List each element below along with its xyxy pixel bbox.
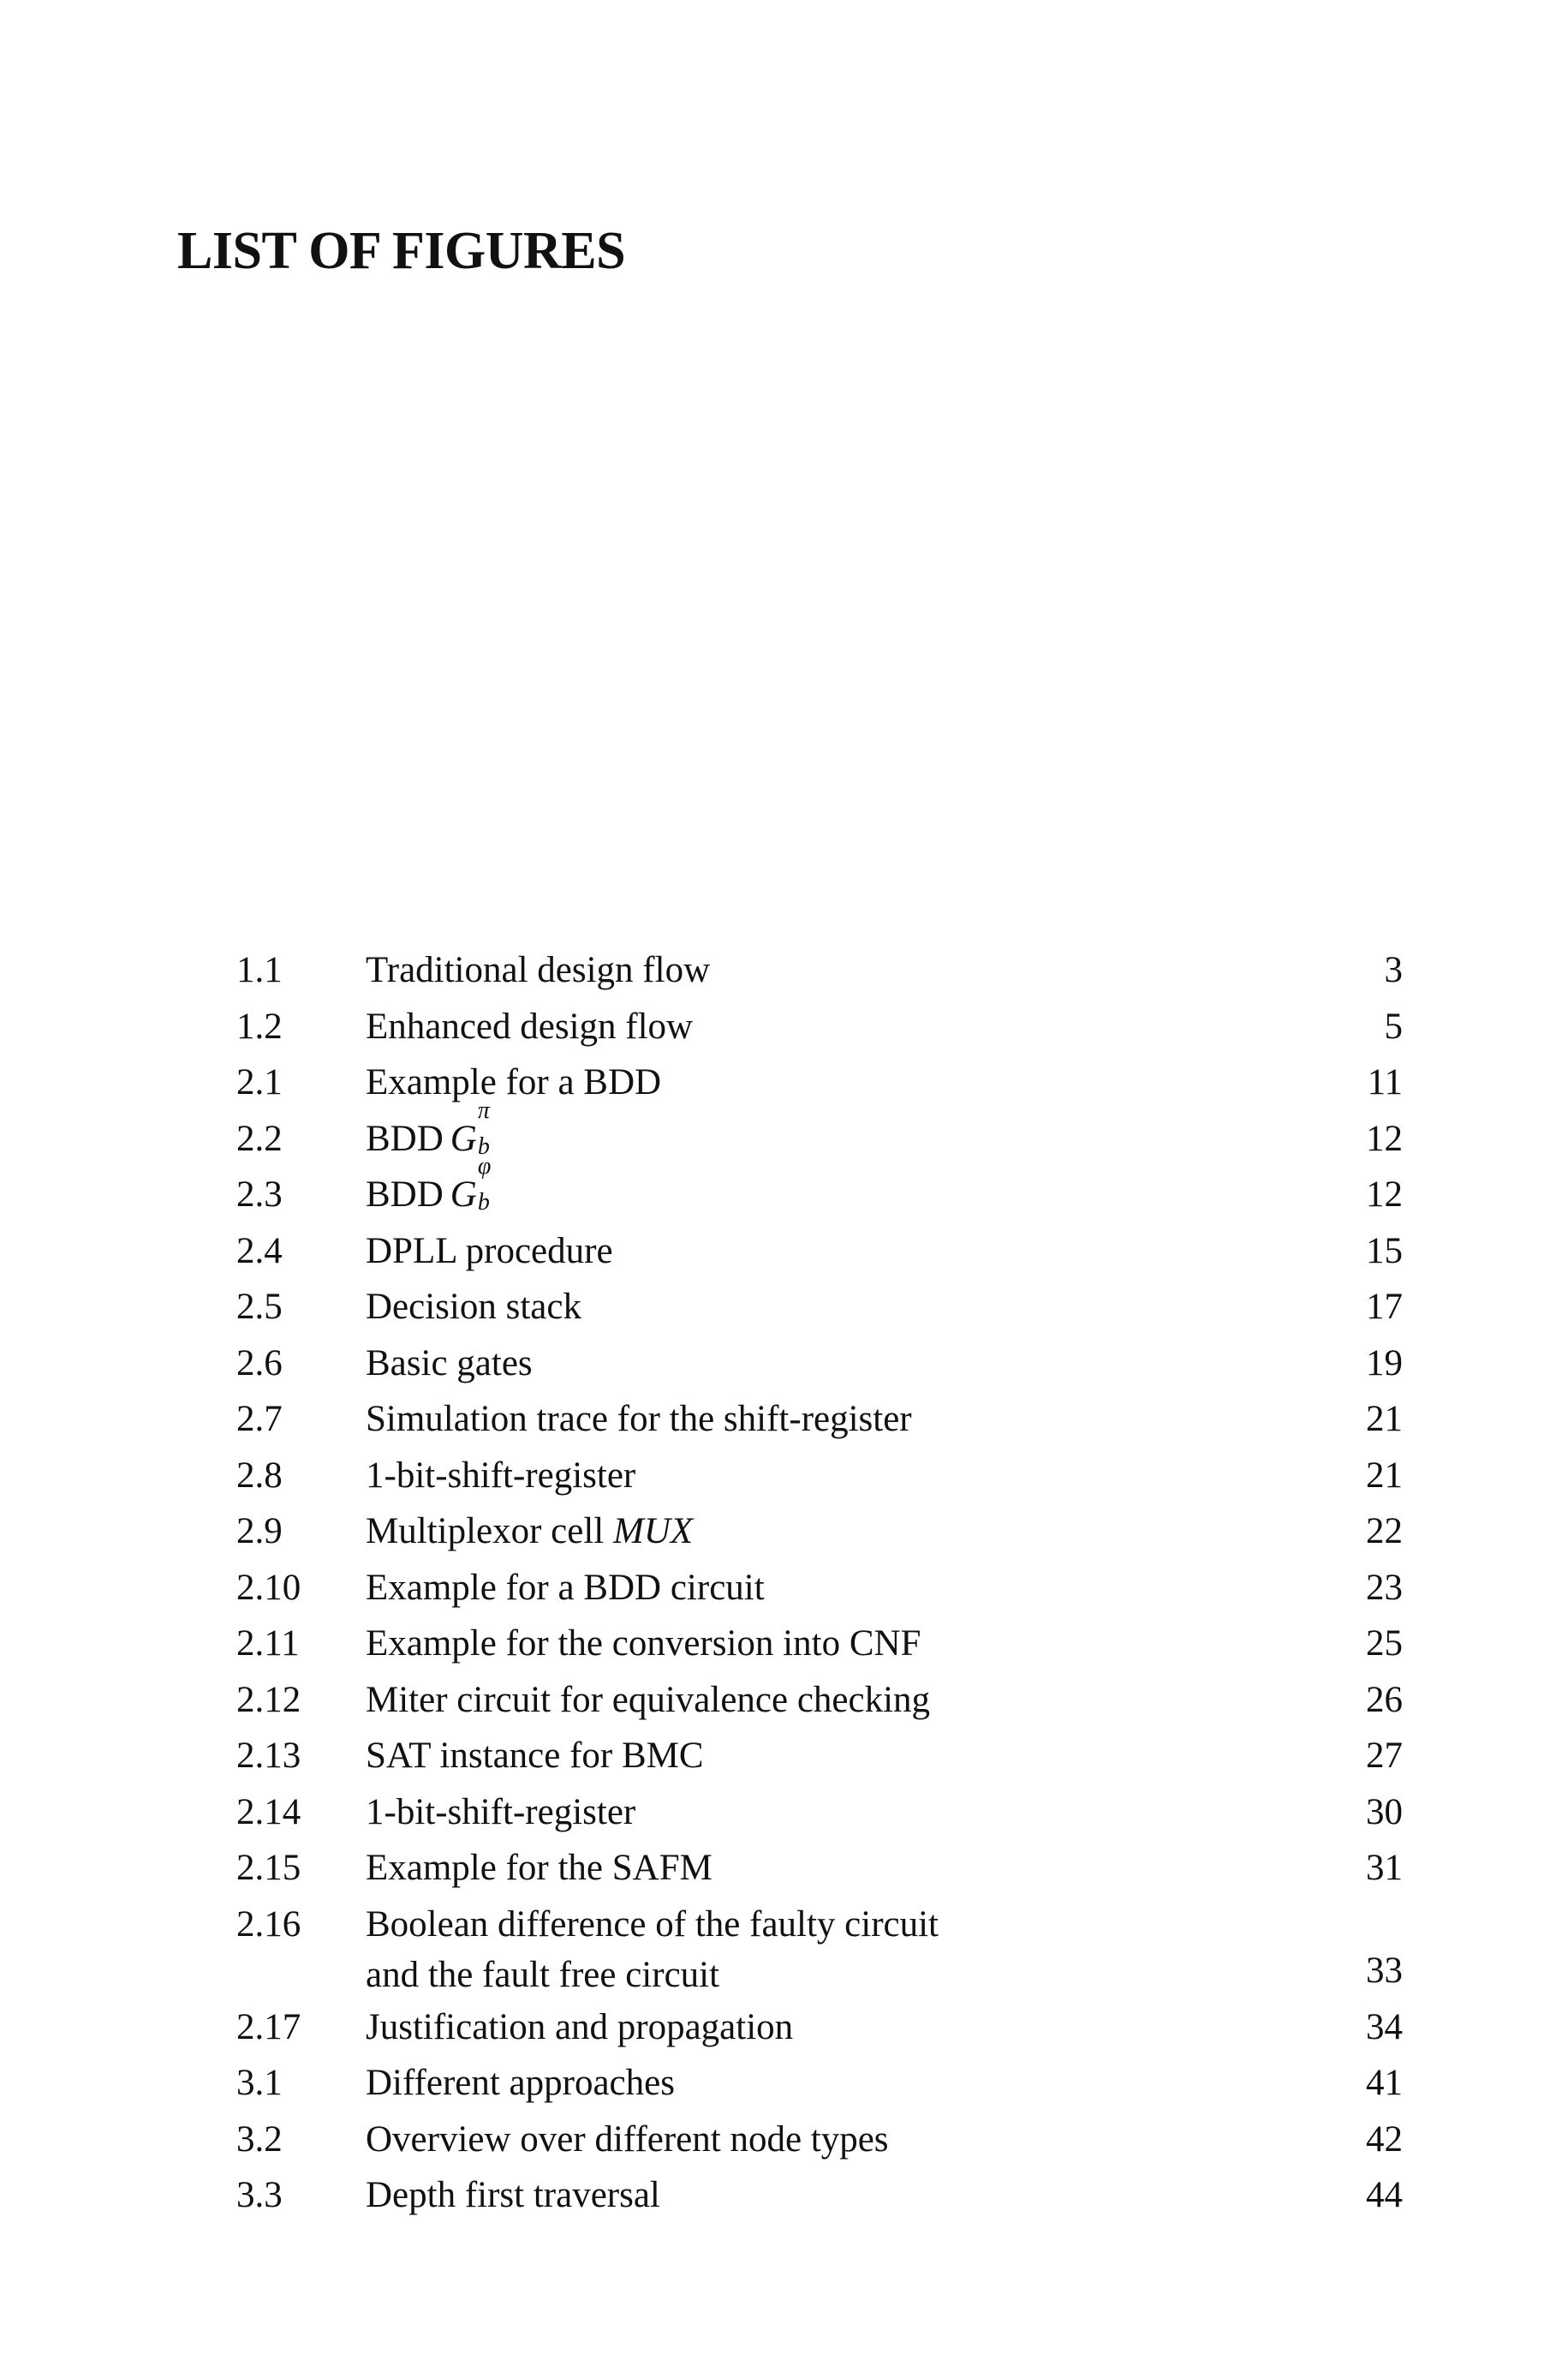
figure-title: Different approaches (366, 2063, 675, 2103)
figure-title: Example for a BDD circuit (366, 1567, 765, 1608)
figure-number: 2.17 (236, 2006, 301, 2047)
page-number: 21 (1366, 1399, 1403, 1439)
figure-title: Enhanced design flow (366, 1006, 694, 1047)
figure-number: 2.3 (236, 1174, 283, 1215)
figure-title: SAT instance for BMC (366, 1736, 704, 1776)
figure-number: 2.10 (236, 1567, 301, 1608)
page-number: 11 (1367, 1062, 1403, 1102)
list-item (0, 1999, 1568, 2056)
figure-number: 3.2 (236, 2118, 283, 2160)
list-item (0, 1391, 1568, 1448)
figure-title-line-1: Boolean difference of the faulty circuit (366, 1903, 939, 1945)
page-number: 22 (1366, 1511, 1403, 1551)
figure-title: Basic gates (366, 1342, 533, 1383)
page-number: 26 (1366, 1679, 1403, 1720)
math-superscript: φ (477, 1153, 492, 1180)
page-number: 19 (1366, 1342, 1403, 1383)
page-number: 23 (1366, 1567, 1403, 1608)
figure-number: 2.14 (236, 1791, 301, 1832)
figure-number: 2.12 (236, 1679, 301, 1720)
figure-title: Example for a BDD (366, 1062, 662, 1102)
figure-title: Justification and propagation (366, 2006, 794, 2047)
math-subscript: b (477, 1132, 490, 1160)
list-item (0, 1279, 1568, 1335)
figure-number: 2.13 (236, 1736, 301, 1776)
list-item (0, 2112, 1568, 2168)
list-item (0, 1153, 1568, 1223)
figure-number: 2.15 (236, 1848, 301, 1888)
page-number: 25 (1366, 1623, 1403, 1664)
figure-number: 2.4 (236, 1230, 283, 1271)
list-item (0, 1560, 1568, 1616)
page-number: 31 (1366, 1848, 1403, 1888)
list-item (0, 942, 1568, 999)
page-number: 21 (1366, 1455, 1403, 1496)
list-item (0, 1503, 1568, 1560)
figure-title-italic: MUX (613, 1511, 694, 1551)
list-item (0, 1897, 1568, 1999)
math-base: G (450, 1118, 477, 1159)
list-item (0, 1335, 1568, 1392)
math-base: G (450, 1174, 477, 1215)
list-item (0, 1616, 1568, 1672)
figure-number: 2.7 (236, 1399, 283, 1439)
figure-title: Miter circuit for equivalence checking (366, 1679, 931, 1720)
figure-title-prefix: BDD (366, 1174, 444, 1215)
figure-title (366, 1897, 939, 1999)
list-item (0, 1055, 1568, 1111)
figure-number: 2.16 (236, 1903, 301, 1945)
figure-number: 2.11 (236, 1623, 300, 1664)
figure-number: 2.6 (236, 1342, 283, 1383)
page-number: 41 (1366, 2063, 1403, 2103)
figure-title-line-2: and the fault free circuit (366, 1955, 720, 1995)
list-item (0, 1840, 1568, 1897)
page-number: 44 (1366, 2175, 1403, 2215)
list-item (0, 1096, 1568, 1168)
figure-title: Depth first traversal (366, 2175, 660, 2215)
figure-number: 2.5 (236, 1287, 283, 1327)
figure-title: 1-bit-shift-register (366, 1791, 636, 1832)
figure-title: Example for the conversion into CNF (366, 1623, 921, 1664)
list-item (0, 1728, 1568, 1784)
page-number: 15 (1366, 1230, 1403, 1271)
figure-list (0, 942, 1568, 2224)
page-number: 34 (1366, 2006, 1403, 2047)
figure-title-prefix: Multiplexor cell (366, 1511, 605, 1551)
list-item (0, 1672, 1568, 1729)
figure-title: DPLL procedure (366, 1230, 613, 1271)
figure-number: 3.3 (236, 2175, 283, 2215)
figure-title: Example for the SAFM (366, 1848, 712, 1888)
list-item (0, 2167, 1568, 2224)
figure-title: Overview over different node types (366, 2118, 889, 2160)
page-number: 17 (1366, 1287, 1403, 1327)
page-number: 30 (1366, 1791, 1403, 1832)
figure-title (366, 1096, 490, 1168)
figure-number: 2.2 (236, 1118, 283, 1159)
page-number: 42 (1366, 2118, 1403, 2160)
page-number: 12 (1366, 1118, 1403, 1159)
list-item (0, 1223, 1568, 1280)
figure-number: 2.9 (236, 1511, 283, 1551)
figure-title (366, 1153, 492, 1223)
figure-number: 3.1 (236, 2063, 283, 2103)
figure-title: Traditional design flow (366, 950, 711, 990)
page-number: 27 (1366, 1736, 1403, 1776)
figure-title: Simulation trace for the shift-register (366, 1399, 912, 1439)
math-superscript: π (477, 1096, 490, 1124)
figure-title: Decision stack (366, 1287, 581, 1327)
math-symbol (450, 1096, 490, 1168)
list-item (0, 2055, 1568, 2112)
page-number: 3 (1384, 950, 1403, 990)
figure-title: 1-bit-shift-register (366, 1455, 636, 1496)
list-item (0, 999, 1568, 1055)
list-item (0, 1784, 1568, 1841)
page-number: 5 (1384, 1006, 1403, 1047)
figure-number: 2.1 (236, 1062, 283, 1102)
figure-number: 1.1 (236, 950, 283, 990)
figure-title-prefix: BDD (366, 1118, 444, 1159)
page-number: 33 (1366, 1950, 1403, 1991)
page-title: LIST OF FIGURES (177, 222, 626, 280)
math-symbol (450, 1153, 492, 1223)
list-item (0, 1448, 1568, 1504)
figure-title (366, 1503, 693, 1560)
page-number: 12 (1366, 1174, 1403, 1215)
figure-number: 2.8 (236, 1455, 283, 1496)
math-subscript: b (477, 1189, 490, 1216)
figure-number: 1.2 (236, 1006, 283, 1047)
